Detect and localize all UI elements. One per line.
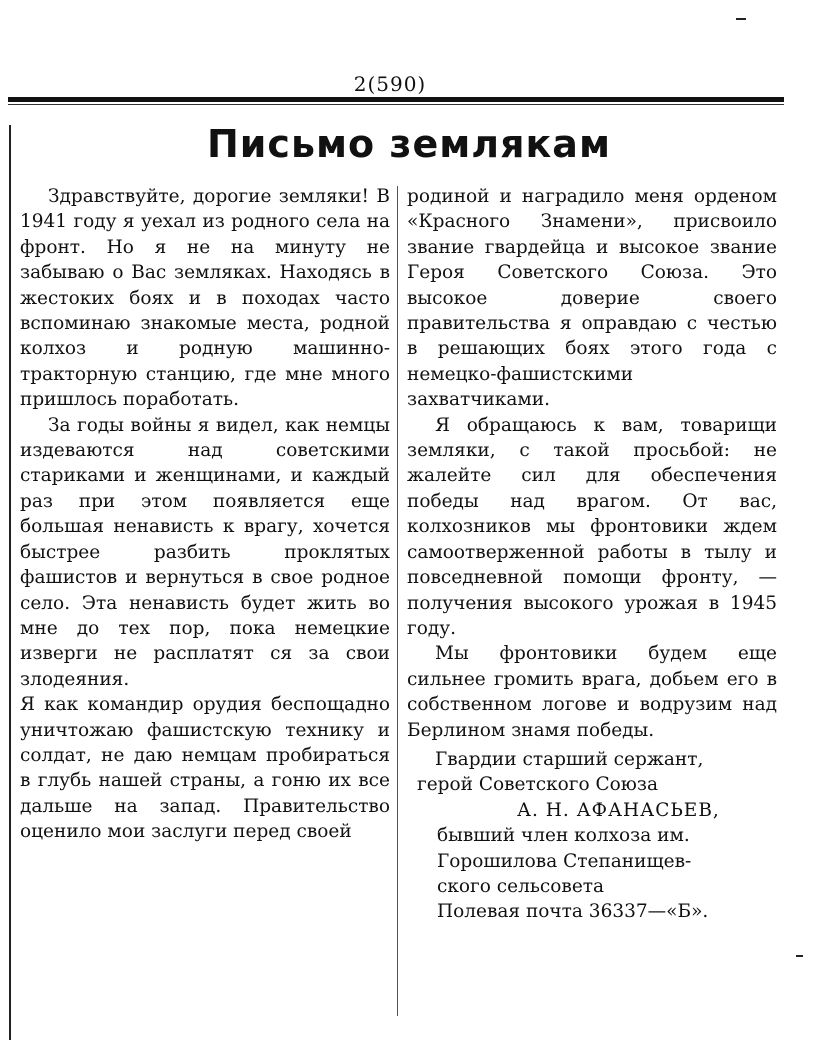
- article-title: Письмо землякам: [206, 122, 612, 166]
- left-column: [20, 184, 390, 845]
- signature-former-line: Горошилова Степанищев-: [437, 850, 692, 872]
- signature-hero: герой Советского Союза: [417, 774, 659, 796]
- signature-block: [407, 747, 777, 925]
- column-separator: [397, 186, 398, 1016]
- paragraph: Я как командир орудия беспощадно уничтожаю фашистскую технику и солдат, не даю немцам пробираться в глубь нашей страны, а гоню их все дальше на запад. Правительство оценило мои заслуги перед своей: [20, 694, 390, 843]
- scan-speck: [736, 18, 746, 20]
- paragraph: Я обращаюсь к вам, товарищи земляки, с такой просьбой: не жалейте сил для обеспечения победы над врагом. От вас, колхозников мы фронтовики ждем самоотверженной работы в тылу и повседневной помощи фронту, — получения высокого урожая в 1945 году.: [407, 414, 777, 639]
- paragraph: Здравствуйте, дорогие земляки! В 1941 году я уехал из родного села на фронт. Но я не на минуту не забываю о Вас земляках. Находясь в жестоких боях и в походах часто вспоминаю знакомые места, родной колхоз и родную машинно-тракторную станцию, где мне много пришлось поработать.: [20, 186, 390, 411]
- paragraph: родиной и наградило меня орденом «Красного Знамени», присвоило звание гвардейца и высокое звание Героя Советского Союза. Это высокое доверие своего правительства я оправдаю с честью в решающих боях этого года с немецко-фашистскими захватчиками.: [407, 186, 777, 411]
- signature-former-line: бывший член колхоза им.: [437, 825, 690, 847]
- signature-field-post: Полевая почта 36337—«Б».: [437, 901, 709, 923]
- right-column: [407, 184, 777, 925]
- scan-speck: [796, 955, 803, 957]
- signature-name: А. Н. АФАНАСЬЕВ,: [517, 799, 720, 821]
- paragraph: За годы войны я видел, как немцы издеваются над советскими стариками и женщинами, и каждый раз при этом появляется еще большая ненависть к врагу, хочется быстрее разбить проклятых фашистов и вернуться в свое родное село. Эта ненависть будет жить во мне до тех пор, пока немецкие изверги не расплатят ся за свои злодеяния.: [20, 414, 390, 690]
- left-margin-line: [9, 125, 11, 1040]
- page-number: 2(590): [353, 72, 427, 96]
- header-rule: [8, 97, 784, 102]
- header-rule-thin: [8, 104, 784, 105]
- signature-rank: Гвардии старший сержант,: [435, 748, 704, 770]
- signature-former-line: ского сельсовета: [437, 875, 605, 897]
- paragraph: Мы фронтовики будем еще сильнее громить врага, добьем его в собственном логове и водрузим над Берлином знамя победы.: [407, 643, 777, 741]
